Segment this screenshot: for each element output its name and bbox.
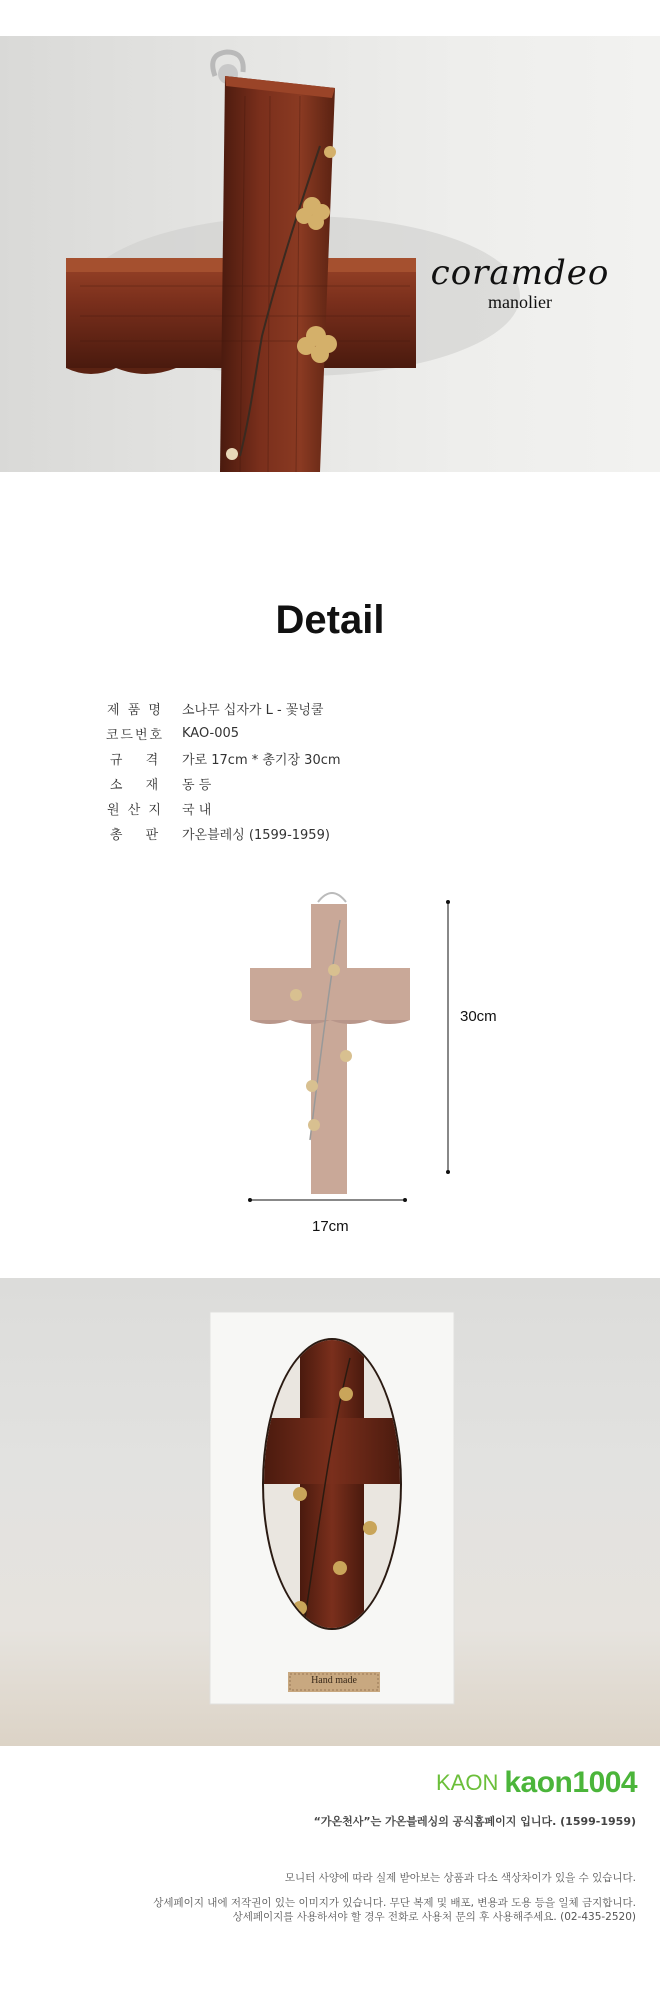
kaon-brand-name: kaon1004 [504,1766,638,1799]
spec-label: 원 산 지 [107,803,163,818]
spec-row [88,771,341,796]
brand-script-text: coramdeo [430,253,610,293]
spec-value: 가로 17cm * 총기장 30cm [182,753,341,768]
cross-dimension-drawing [0,880,660,1260]
dimension-diagram [0,880,660,1260]
copyright-line-2: 상세페이지를 사용하셔야 할 경우 전화로 사용처 문의 후 사용해주세요. (02-435-2520) [232,1911,636,1923]
color-disclaimer: 모니터 사양에 따라 실제 받아보는 상품과 다소 색상차이가 있을 수 있습니다. [284,1872,636,1884]
copyright-notice [0,1896,636,1924]
copyright-line-1: 상세페이지 내에 저작권이 있는 이미지가 있습니다. 무단 복제 및 배포, 변용과 도용 등을 일체 금지합니다. [153,1897,636,1909]
height-dimension-label: 30cm [460,1008,497,1025]
detail-title: Detail [275,598,385,642]
spec-value: 가온블레싱 (1599-1959) [182,828,330,843]
spec-table [88,696,341,846]
spec-label: 제 품 명 [107,703,163,718]
packaging-photo [0,1278,660,1746]
spec-label: 코드번호 [105,728,165,743]
brand-sub-text: manolier [488,292,552,312]
brand-logo [430,253,610,313]
spec-row [88,821,341,846]
spec-label: 총 판 [109,828,161,843]
spec-value: 동 등 [182,778,212,793]
spec-label: 소 재 [109,778,161,793]
spec-row [88,721,341,746]
spec-value: 국 내 [182,803,212,818]
spec-row [88,746,341,771]
kaon-emblem: KAON [436,1770,499,1795]
kaon-logo[interactable] [436,1766,637,1800]
handmade-tag: Hand made [311,1675,357,1686]
width-dimension-label: 17cm [312,1218,349,1235]
spec-row [88,696,341,721]
spec-value: 소나무 십자가 L - 꽃넝쿨 [182,703,324,718]
hero-photo [0,36,660,472]
official-site-note: “가온천사”는 가온블레싱의 공식홈페이지 입니다. (1599-1959) [313,1815,636,1828]
spec-row [88,796,341,821]
spec-label: 규 격 [109,753,161,768]
spec-value: KAO-005 [182,726,240,741]
